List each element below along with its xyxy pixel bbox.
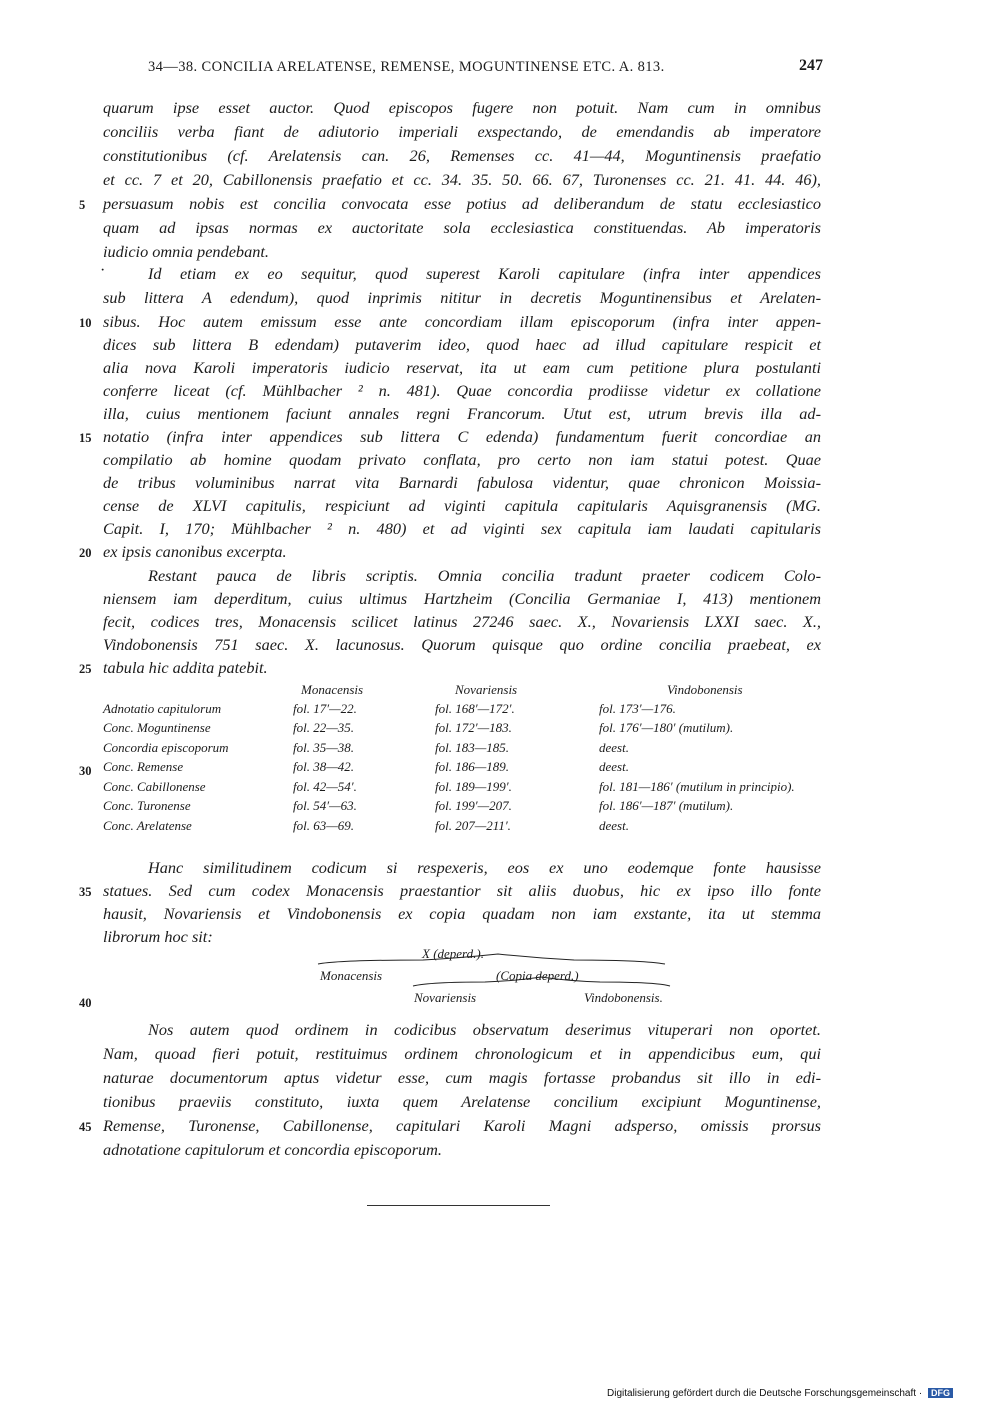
table-cell: fol. 186′—187′ (mutilum). (599, 798, 734, 814)
footer-credit (607, 1388, 953, 1399)
text-line: librorum hoc sit: (103, 927, 213, 946)
page-number: 247 (799, 57, 823, 74)
table-cell: Concordia episcoporum (103, 739, 229, 755)
text-line: Id etiam ex eo sequitur, quod superest Karoli capitulare (infra inter appendices (148, 264, 821, 283)
text-line: cense de XLVI capitulis, respiciunt ad viginti capitula capitularis Aquisgranensis (MG. (103, 496, 821, 515)
line-number: 30 (79, 764, 92, 778)
section-divider (367, 1205, 550, 1206)
stemma-child-left: Novariensis (414, 990, 477, 1005)
footer-text: Digitalisierung gefördert durch die Deutsche Forschungsgemeinschaft · (607, 1388, 923, 1399)
text-line: adnotatione capitulorum et concordia episcoporum. (103, 1140, 442, 1159)
stemma-middle: (Copia deperd.) (496, 968, 579, 983)
line-number: 40 (79, 996, 92, 1010)
text-line: alia nova Karoli imperatoris iudicio reservat, ita ut eam cum petitione plura postulanti (103, 358, 821, 377)
text-line: iudicio omnia pendebant. (103, 242, 269, 261)
table-cell: fol. 186—189. (435, 759, 510, 775)
text-line: niensem iam deperditum, cuius ultimus Hartzheim (Concilia Germaniae I, 413) mentionem (103, 589, 821, 608)
table-cell: fol. 189—199′. (435, 778, 512, 794)
text-line: notatio (infra inter appendices sub littera C edenda) fundamentum fuerit concordiae an (103, 427, 821, 446)
table-cell: Conc. Turonense (103, 798, 191, 814)
header-title: 34—38. CONCILIA ARELATENSE, REMENSE, MOGUNTINENSE ETC. A. 813. (148, 59, 665, 75)
text-line: Restant pauca de libris scriptis. Omnia concilia tradunt praeter codicem Colo- (148, 566, 821, 585)
table-cell: fol. 63—69. (293, 817, 355, 833)
table-cell: fol. 17′—22. (293, 700, 357, 716)
text-line: Hanc similitudinem codicum si respexeris, eos ex uno eodemque fonte hausisse (148, 858, 821, 877)
line-number: 25 (79, 662, 92, 676)
table-cell: fol. 38—42. (293, 759, 355, 775)
text-line: quarum ipse esset auctor. Quod episcopos fugere non potuit. Nam cum in omnibus (103, 98, 821, 117)
table-cell: Conc. Remense (103, 759, 184, 775)
running-header (103, 59, 823, 81)
text-line: illa, cuius mentionem faciunt annales regni Francorum. Utut est, utrum brevis illa ad- (103, 404, 821, 423)
table-row (103, 738, 927, 758)
text-line: quam ad ipsas normas ex auctoritate sola ecclesiastica constituendas. Ab imperatoris (103, 218, 821, 237)
text-line: sub littera A edendum), quod inprimis nititur in decretis Moguntinensibus et Arelaten- (103, 288, 821, 307)
table-cell: fol. 183—185. (435, 739, 510, 755)
text-line: statues. Sed cum codex Monacensis praestantior sit aliis duobus, hic ex ipso illo fonte (103, 881, 821, 900)
manuscript-table (103, 680, 927, 836)
table-cell: Adnotatio capitulorum (103, 700, 222, 716)
table-cell: Conc. Moguntinense (103, 720, 211, 736)
table-cell: fol. 172′—183. (435, 720, 512, 736)
line-number: 35 (79, 885, 92, 899)
table-row (103, 719, 927, 739)
text-line: persuasum nobis est concilia convocata esse potius ad deliberandum de statu ecclesiastico (103, 194, 821, 213)
table-cell: fol. 181—186′ (mutilum in principio). (599, 778, 795, 794)
table-cell: fol. 54′—63. (293, 798, 357, 814)
text-line: Vindobonensis 751 saec. X. lacunosus. Quorum quisque quo ordine concilia praebeat, ex (103, 635, 821, 654)
column-header: Vindobonensis (667, 681, 743, 697)
text-line: de tribus voluminibus narrat vita Barnardi fabulosa videntur, quae chronicon Moissia- (103, 473, 821, 492)
table-cell: fol. 173′—176. (599, 700, 676, 716)
table-cell: fol. 22—35. (293, 720, 355, 736)
column-header (103, 680, 293, 699)
table-cell: fol. 35—38. (293, 739, 355, 755)
table-cell: fol. 207—211′. (435, 817, 511, 833)
table-row (103, 816, 927, 836)
text-line: et cc. 7 et 20, Cabillonensis praefatio et cc. 34. 35. 50. 66. 67, Turonenses cc. 21. 41. 44. 46), (103, 170, 821, 189)
stray-mark: · (100, 262, 106, 279)
text-line: naturae documentorum aptus videtur esse, cum magis fortasse probandus sit illo in edi- (103, 1068, 821, 1087)
table-cell: deest. (599, 739, 629, 755)
text-line: tionibus praeviis constituto, iuxta quem Arelatense concilium excipiunt Moguntinense, (103, 1092, 821, 1111)
text-line: dices sub littera B edendam) putaverim ideo, quod haec ad illud capitulare respicit et (103, 335, 821, 354)
table-header-row (103, 680, 927, 699)
table-cell: deest. (599, 759, 629, 775)
table-row (103, 699, 927, 719)
stemma-child-right: Vindobonensis. (584, 990, 663, 1005)
text-line: sibus. Hoc autem emissum esse ante concordiam illam episcoporum (infra inter appen- (103, 312, 821, 331)
text-line: Nos autem quod ordinem in codicibus observatum deserimus vituperari non oportet. (148, 1020, 821, 1039)
stemma-diagram (310, 946, 680, 1006)
column-header: Novariensis (455, 681, 518, 697)
stemma-root: X (deperd.). (422, 946, 484, 961)
table-cell: deest. (599, 817, 629, 833)
text-line: hausit, Novariensis et Vindobonensis ex copia quadam non iam exstante, ita ut stemma (103, 904, 821, 923)
text-line: conferre liceat (cf. Mühlbacher ² n. 481). Quae concordia prodiisse videtur ex collatione (103, 381, 821, 400)
table-cell: fol. 168′—172′. (435, 700, 515, 716)
text-line: compilatio ab homine quodam privato conflata, pro certo non iam statui potest. Quae (103, 450, 821, 469)
stemma-left: Monacensis (320, 968, 383, 983)
text-line: Nam, quoad fieri potuit, restituimus ordinem chronologicum et in appendicibus eum, qui (103, 1044, 821, 1063)
text-line: Remense, Turonense, Cabillonense, capitulari Karoli Magni adsperso, omissis prorsus (103, 1116, 821, 1135)
dfg-logo-icon: DFG (928, 1388, 953, 1398)
line-number: 45 (79, 1120, 92, 1134)
table-cell: Conc. Arelatense (103, 817, 192, 833)
table-row (103, 758, 927, 778)
line-number: 5 (79, 198, 86, 212)
table-row (103, 777, 927, 797)
line-number: 15 (79, 431, 92, 445)
table-row (103, 797, 927, 817)
text-line: tabula hic addita patebit. (103, 658, 268, 677)
line-number: 20 (79, 546, 92, 560)
text-line: conciliis verba fiant de adiutorio imperiali exspectando, de emendandis ab imperatore (103, 122, 821, 141)
text-line: Capit. I, 170; Mühlbacher ² n. 480) et ad viginti sex capitula iam laudati capitularis (103, 519, 821, 538)
table-cell: Conc. Cabillonense (103, 778, 206, 794)
table-cell: fol. 42—54′. (293, 778, 357, 794)
text-line: fecit, codices tres, Monacensis scilicet latinus 27246 saec. X., Novariensis LXXI saec. X., (103, 612, 821, 631)
text-line: constitutionibus (cf. Arelatensis can. 26, Remenses cc. 41—44, Moguntinensis praefatio (103, 146, 821, 165)
column-header: Monacensis (301, 681, 364, 697)
table-cell: fol. 176′—180′ (mutilum). (599, 720, 734, 736)
table-cell: fol. 199′—207. (435, 798, 512, 814)
line-number: 10 (79, 316, 92, 330)
text-line: ex ipsis canonibus excerpta. (103, 542, 287, 561)
